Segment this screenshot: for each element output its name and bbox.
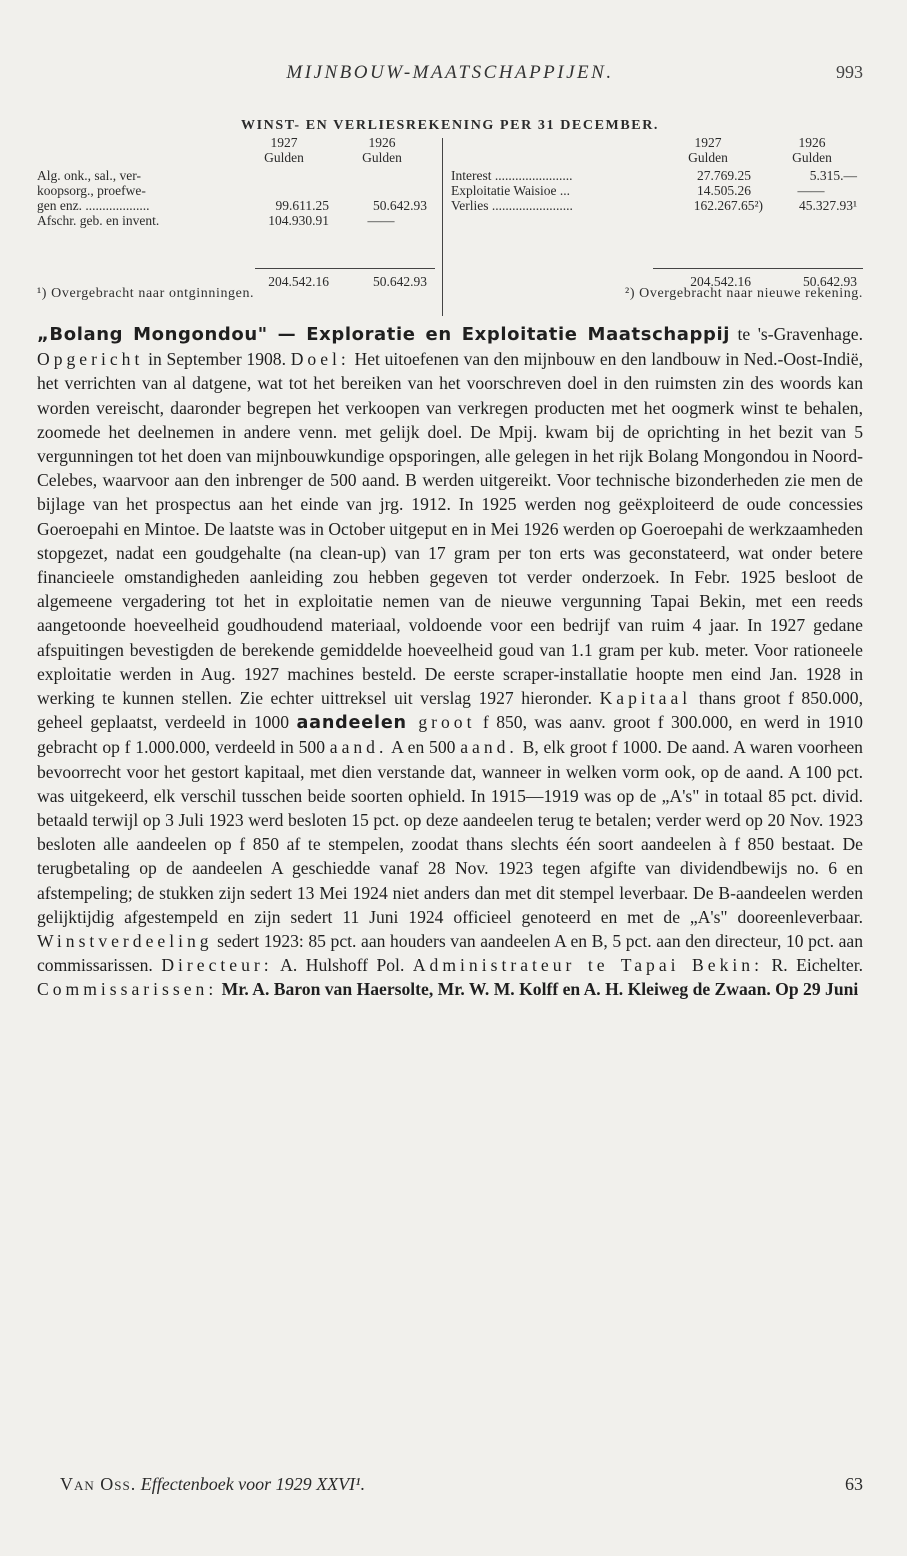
kapitaal-text: thans groot f 850.000, geheel geplaatst, verdeeld in 1000	[37, 688, 863, 733]
credit-total-rule	[653, 268, 863, 269]
commissarissen-text: Mr. A. Baron van Haersolte, Mr. W. M. Kolff en A. H. Kleiweg de Zwaan. Op 29 Juni	[217, 979, 859, 1000]
label-directeur: Directeur:	[161, 955, 273, 976]
company-place: te 's-Gravenhage.	[730, 324, 863, 344]
label-aand-b: aand.	[460, 737, 518, 758]
label-groot: groot	[406, 712, 476, 733]
aandeelen-text: f 850, was aanv. groot f 300.000, en werd in 1910 gebracht op f 1.000.000, verdeeld in 500	[37, 712, 863, 758]
debit-row-1-value-1927: 99.611.25	[275, 198, 329, 213]
label-opgericht: Opgericht	[37, 349, 144, 370]
administrateur-text: R. Eichelter.	[762, 955, 864, 976]
debit-total-rule	[255, 268, 435, 269]
credit-col-unit-2: Gulden	[792, 150, 832, 165]
doel-text: Het uitoefenen van den mijnbouw en den landbouw in Ned.-Oost-Indië, het verrichten van al datgene, wat tot het bereiken van het voorschreven doel in den ruimsten zin des woords kan worden vereischt, daaronder begrepen het verkoopen van verkregen producten met het oogmerk winst te behalen, zoomede het deelnemen in andere venn. met gelijk doel. De Mpij. kwam bij de oprichting in het bezit van 5 vergunningen tot het doen van mijnbouwkundige opsporingen, alle gelegen in het rijk Bolang Mongondou in Noord-Celebes, waarvoor aan den inbrenger de 500 aand. B werden uitgereikt. Voor technische bizonderheden zie men de bijlage van het prospectus aan het einde van jrg. 1912. In 1925 werden nog geëxploiteerd de oude concessies Goeroepahi en Mintoe. De laatste was in October uitgeput en in Mei 1926 werden op Goeroepahi de werkzaamheden stopgezet, nadat een goudgehalte (na clean-up) van 17 gram per ton erts was geconstateerd, wat onder betere financieele omstandigheden aanleiding zou hebben gegeven tot verder onderzoek. In Febr. 1925 besloot de algemeene vergadering tot het in exploitatie nemen van de nieuwe vergunning Tapai Bekin, met een reeds aangetoonde hoeveelheid goudhoudend materiaal, voldoende voor een bedrijf van ruim 4 jaar. In 1927 gedane afspuitingen bevestigden de berekende gemiddelde hoeveelheid goud van 1.1 gram per kub. meter. Voor rationeele exploitatie werden in Aug. 1927 machines besteld. De eerste scraper-installatie hoopte men eind Jan. 1928 in werking te kunnen stellen. Zie echter uittreksel uit verslag 1927 hieronder.	[37, 349, 863, 709]
credit-col-year-1926: 1926	[798, 135, 826, 150]
credit-row-exploitatie-1927: 14.505.26	[697, 183, 751, 198]
running-head-title: MIJNBOUW-MAATSCHAPPIJEN.	[286, 62, 614, 83]
statement-title: WINST- EN VERLIESREKENING PER 31 DECEMBER.	[240, 118, 660, 133]
label-administrateur: Administrateur te Tapai Bekin:	[412, 955, 763, 976]
credit-row-verlies-1926: 45.327.93¹	[798, 198, 857, 213]
debit-col-unit-2: Gulden	[362, 150, 402, 165]
footnote-2: ²) Overgebracht naar nieuwe rekening.	[625, 286, 863, 301]
debit-row-1-line-1: Alg. onk., sal., ver-	[37, 168, 141, 183]
debit-row-2-value-1927: 104.930.91	[268, 213, 329, 228]
label-commissarissen: Commissarissen:	[37, 979, 218, 1000]
label-kapitaal: Kapitaal	[599, 688, 692, 709]
debit-row-2-label: Afschr. geb. en invent.	[37, 213, 160, 228]
credit-row-interest-1926: 5.315.—	[809, 168, 857, 183]
credit-col-year-1927: 1927	[694, 135, 722, 150]
article-paragraph	[37, 322, 863, 1002]
running-head	[37, 62, 863, 90]
debit-row-1-line-3: gen enz. ...................	[37, 198, 150, 213]
running-head-page-number: 993	[836, 62, 863, 82]
debit-total-1926: 50.642.93	[373, 274, 427, 289]
footer-citation	[60, 1474, 365, 1495]
footer-volume: XXVI¹.	[316, 1474, 366, 1494]
credit-row-interest-label: Interest .......................	[451, 168, 573, 183]
profit-loss-statement	[37, 118, 863, 301]
company-name-heading: „Bolang Mongondou" — Exploratie en Exploitatie Maatschappij	[37, 324, 731, 345]
credit-row-exploitatie-label: Exploitatie Waisioe ...	[451, 183, 571, 198]
credit-row-verlies-label: Verlies ........................	[451, 198, 573, 213]
aand-mid-text: A en 500	[387, 737, 461, 758]
winst-text: sedert 1923: 85 pct. aan houders van aandeelen A en B, 5 pct. aan den directeur, 10 pct. aan commissarissen.	[37, 931, 863, 976]
aand-text: B, elk groot f 1000. De aand. A waren voorheen bevoorrecht voor het gestort kapitaal, met dien verstande dat, wanneer in welken vorm ook, op de aand. A 100 pct. was uitgekeerd, elk verschil tusschen beide soorten ophield. In 1915—1919 was op de „A's" in totaal 85 pct. divid. betaald terwijl op 3 Juli 1923 werd besloten 15 pct. op deze aandeelen terug te betalen; verder werd op 20 Nov. 1923 besloten alle aandeelen op f 850 af te stempelen, zoodat thans slechts één soort aandeelen à f 850 bestaat. De terugbetaling op de aandeelen A geschiedde vanaf 28 Nov. 1923 tegen afgifte van dividendbewijs no. 6 en afstempeling; de stukken zijn sedert 13 Mei 1924 niet anders dan met dit stempel leverbaar. De B-aandeelen werden gelijktijdig afgestempeld en zijn sedert 11 Juni 1924 officieel genoteerd en met de „A's" dooreenleverbaar.	[37, 737, 863, 927]
directeur-text: A. Hulshoff Pol.	[272, 955, 413, 976]
statement-divider	[442, 138, 443, 316]
label-winstverdeeling: Winstverdeeling	[37, 931, 213, 952]
debit-col-year-1926: 1926	[368, 135, 396, 150]
credit-row-verlies-1927: 162.267.65²)	[693, 198, 763, 213]
opgericht-text: in September 1908.	[143, 349, 291, 370]
debit-col-year-1927: 1927	[270, 135, 298, 150]
credit-row-interest-1927: 27.769.25	[697, 168, 751, 183]
credit-row-exploitatie-1926: ——	[797, 183, 825, 198]
debit-row-1-value-1926: 50.642.93	[373, 198, 427, 213]
debit-row-2-value-1926: ——	[367, 213, 395, 228]
debit-row-1-line-2: koopsorg., proefwe-	[37, 183, 146, 198]
credit-col-unit-1: Gulden	[688, 150, 728, 165]
company-article	[37, 322, 863, 1002]
statement-body	[37, 135, 863, 289]
label-aand-a: aand.	[329, 737, 388, 758]
credit-total-1926: 50.642.93	[803, 274, 857, 289]
label-aandeelen: aandeelen	[296, 713, 407, 734]
debit-total-1927: 204.542.16	[268, 274, 329, 289]
debit-col-unit-1: Gulden	[264, 150, 304, 165]
footnote-1: ¹) Overgebracht naar ontginningen.	[37, 286, 255, 301]
credit-total-1927: 204.542.16	[690, 274, 751, 289]
label-doel: Doel:	[290, 349, 350, 370]
footer-book-title: Effectenboek voor 1929	[136, 1474, 317, 1494]
footer-publisher: Van Oss.	[60, 1474, 137, 1494]
footer-page-number: 63	[845, 1474, 863, 1494]
